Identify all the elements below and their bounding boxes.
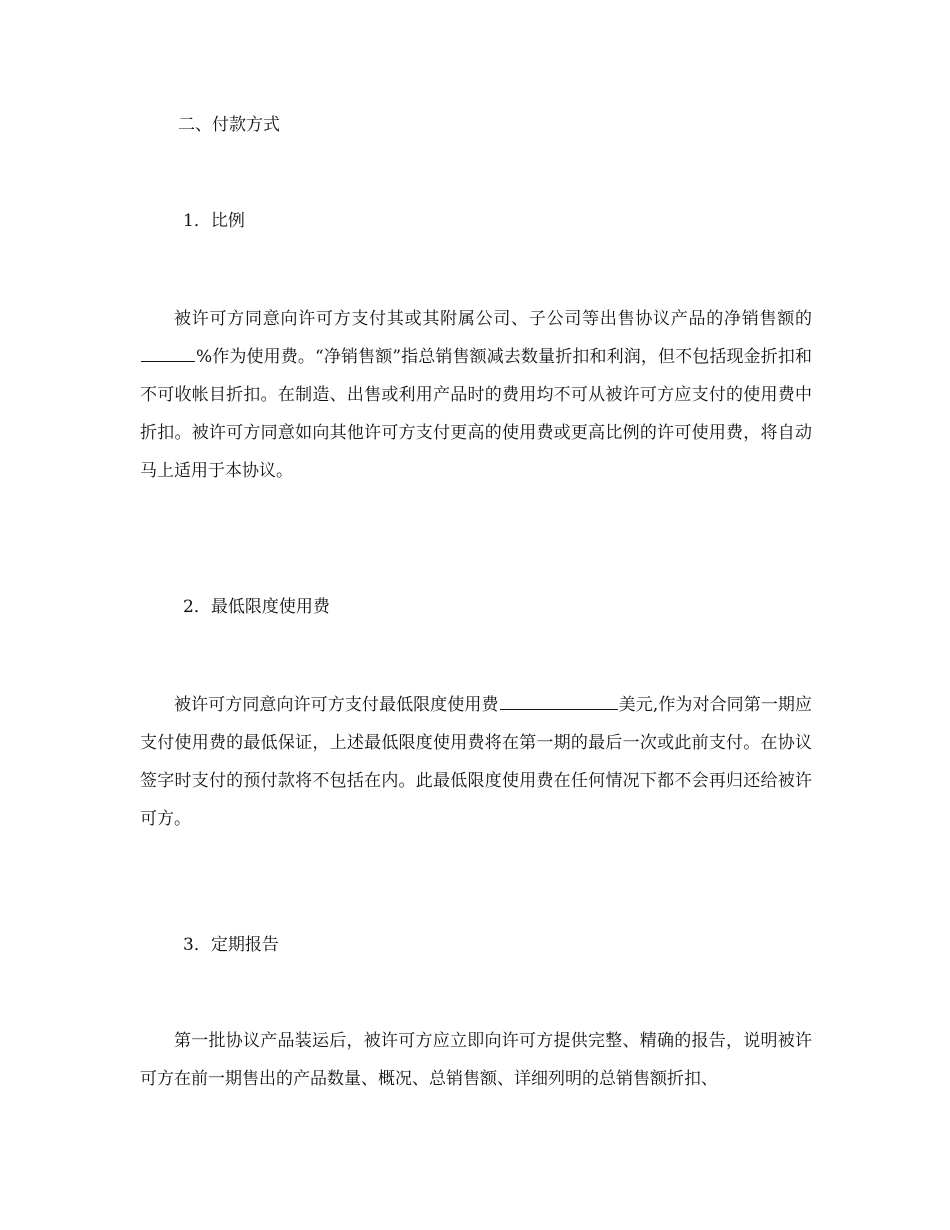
percentage-blank	[141, 344, 195, 362]
paragraph-text: %作为使用费。“净销售额”指总销售额减去数量折扣和利润，但不包括现金折扣和不可收帐目折扣。在制造、出售或利用产品时的费用均不可从被许可方应支付的使用费中折扣。被许可方同意如向其他许可方支付更高的使用费或更高比例的许可使用费，将自动马上适用于本协议。	[140, 347, 812, 481]
paragraph-periodic-report: 第一批协议产品装运后，被许可方应立即向许可方提供完整、精确的报告，说明被许可方在前一期售出的产品数量、概况、总销售额、详细列明的总销售额折扣、	[140, 1031, 812, 1089]
paragraph-ratio	[140, 300, 812, 490]
paragraph-text: 被许可方同意向许可方支付最低限度使用费	[174, 695, 499, 715]
paragraph-minimum-fee	[140, 686, 812, 838]
subsection-heading-periodic-report: 3．定期报告	[183, 935, 279, 955]
section-title: 二、付款方式	[178, 115, 280, 135]
amount-blank	[500, 692, 618, 710]
paragraph-text: 美元,作为对合同第一期应支付使用费的最低保证，上述最低限度使用费将在第一期的最后一次或此前支付。在协议签字时支付的预付款将不包括在内。此最低限度使用费在任何情况下都不会再归还给被许可方。	[140, 695, 813, 829]
subsection-heading-minimum-fee: 2．最低限度使用费	[183, 597, 330, 617]
paragraph-text: 被许可方同意向许可方支付其或其附属公司、子公司等出售协议产品的净销售额的	[174, 309, 812, 329]
subsection-heading-ratio: 1．比例	[183, 211, 245, 231]
